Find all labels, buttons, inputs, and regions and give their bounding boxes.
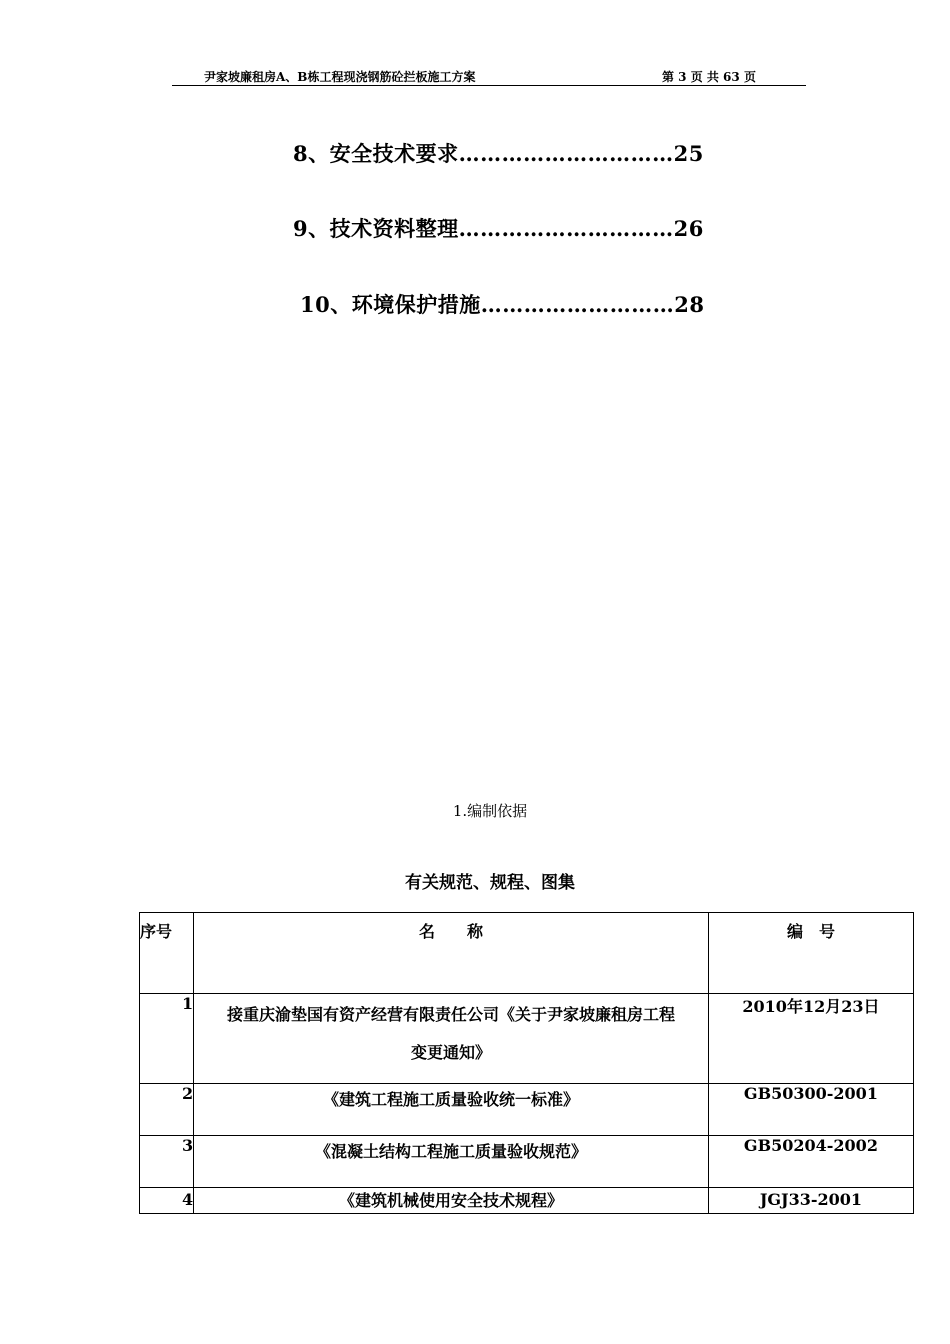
row-code: GB50204-2002: [708, 1136, 913, 1188]
toc-entry: 9、技术资料整理…………………………26: [293, 216, 704, 241]
row-name: 《建筑机械使用安全技术规程》: [194, 1188, 709, 1214]
table-row: [140, 1188, 914, 1214]
page-header: [172, 67, 806, 86]
row-number: 1: [140, 994, 194, 1084]
toc-entry: 8、安全技术要求…………………………25: [293, 141, 704, 166]
toc-entry: 10、环境保护措施………………………28: [300, 292, 705, 317]
section-heading: 1.编制依据: [452, 802, 528, 820]
column-header-code: 编 号: [708, 913, 913, 994]
table-header-row: [140, 913, 914, 994]
table-row: [140, 1136, 914, 1188]
document-title: 尹家坡廉租房A、B栋工程现浇钢筋砼拦板施工方案: [204, 70, 476, 84]
row-number: 4: [140, 1188, 194, 1214]
row-code: 2010年12月23日: [708, 994, 913, 1084]
row-code: JGJ33-2001: [708, 1188, 913, 1214]
table-caption: 有关规范、规程、图集: [405, 873, 575, 893]
page-number: 第 3 页 共 63 页: [662, 70, 756, 84]
row-code: GB50300-2001: [708, 1084, 913, 1136]
standards-table: [139, 912, 914, 1214]
row-name: 接重庆渝垫国有资产经营有限责任公司《关于尹家坡廉租房工程变更通知》: [194, 994, 709, 1084]
row-number: 2: [140, 1084, 194, 1136]
table-row: [140, 1084, 914, 1136]
row-name: 《混凝土结构工程施工质量验收规范》: [194, 1136, 709, 1188]
column-header-number: 序号: [140, 913, 194, 994]
row-name: 《建筑工程施工质量验收统一标准》: [194, 1084, 709, 1136]
table-row: [140, 994, 914, 1084]
column-header-name: 名 称: [194, 913, 709, 994]
row-number: 3: [140, 1136, 194, 1188]
